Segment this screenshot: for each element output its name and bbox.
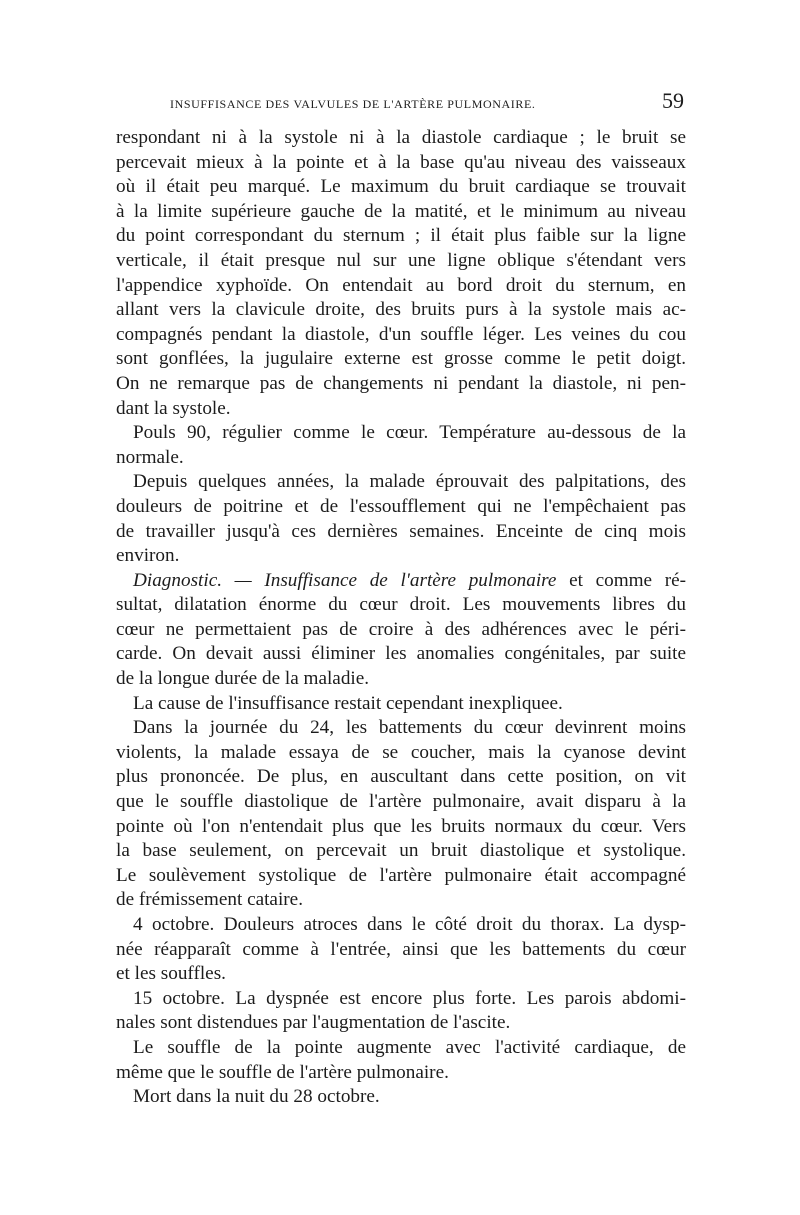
text-line: 15 octobre. La dyspnée est encore plus forte. Les parois abdomi- [133, 987, 686, 1009]
body-text [116, 126, 686, 1110]
text-line: née réapparaît comme à l'entrée, ainsi que les battements du cœur [116, 938, 686, 960]
text-line: de frémissement cataire. [116, 889, 303, 911]
text-line: Le soulèvement systolique de l'artère pulmonaire était accompagné [116, 864, 686, 886]
text-line: verticale, il était presque nul sur une ligne oblique s'étendant vers [116, 249, 686, 271]
text-line: On ne remarque pas de changements ni pendant la diastole, ni pen- [116, 372, 686, 394]
text-line: pointe où l'on n'entendait plus que les bruits normaux du cœur. Vers [116, 815, 686, 837]
text-line: percevait mieux à la pointe et à la base qu'au niveau des vaisseaux [116, 151, 686, 173]
text-line: la base seulement, on percevait un bruit diastolique et systolique. [116, 840, 686, 862]
text-line: Le souffle de la pointe augmente avec l'activité cardiaque, de [133, 1036, 686, 1058]
text-line: que le souffle diastolique de l'artère pulmonaire, avait disparu à la [116, 791, 686, 813]
text-line: de travailler jusqu'à ces dernières semaines. Enceinte de cinq mois [116, 520, 686, 542]
page-number: 59 [662, 88, 684, 113]
text-line: l'appendice xyphoïde. On entendait au bord droit du sternum, en [116, 274, 686, 296]
diagnostic-rest: et comme ré- [556, 569, 686, 591]
diagnostic-line [116, 569, 686, 594]
text-line: Mort dans la nuit du 28 octobre. [133, 1086, 380, 1108]
text-line: de la longue durée de la maladie. [116, 668, 370, 690]
text-line: environ. [116, 545, 180, 567]
text-line: 4 octobre. Douleurs atroces dans le côté droit du thorax. La dysp- [133, 914, 686, 935]
text-line: Depuis quelques années, la malade éprouvait des palpitations, des [133, 471, 686, 493]
running-head-title: insuffisance des valvules de l'artère pulmonaire. [170, 93, 536, 112]
text-line: Pouls 90, régulier comme le cœur. Température au-dessous de la [133, 422, 686, 444]
text-line: respondant ni à la systole ni à la diastole cardiaque ; le bruit se [116, 127, 686, 148]
running-head [116, 88, 686, 118]
text-line: à la limite supérieure gauche de la matité, et le minimum au niveau [116, 200, 686, 222]
text-line: compagnés pendant la diastole, d'un souffle léger. Les veines du cou [116, 323, 686, 345]
text-line: douleurs de poitrine et de l'essoufflement qui ne l'empêchaient pas [116, 495, 686, 517]
text-line: du point correspondant du sternum ; il était plus faible sur la ligne [116, 225, 686, 247]
diagnostic-title: Insuffisance de l'artère pulmonaire [264, 569, 557, 591]
diagnostic-label: Diagnostic. — [133, 569, 265, 591]
text-line: La cause de l'insuffisance restait cependant inexpliquee. [133, 692, 563, 714]
text-line: dant la systole. [116, 397, 231, 419]
text-line: nales sont distendues par l'augmentation de l'ascite. [116, 1012, 511, 1034]
text-line: violents, la malade essaya de se coucher, mais la cyanose devint [116, 741, 686, 763]
text-line: même que le souffle de l'artère pulmonaire. [116, 1061, 449, 1083]
text-line: normale. [116, 446, 184, 468]
text-line: sont gonflées, la jugulaire externe est grosse comme le petit doigt. [116, 348, 686, 370]
text-line: allant vers la clavicule droite, des bruits purs à la systole mais ac- [116, 299, 686, 321]
text-line: sultat, dilatation énorme du cœur droit. Les mouvements libres du [116, 594, 686, 616]
text-line: carde. On devait aussi éliminer les anomalies congénitales, par suite [116, 643, 686, 665]
text-line: où il était peu marqué. Le maximum du bruit cardiaque se trouvait [116, 176, 686, 198]
text-line: Dans la journée du 24, les battements du cœur devinrent moins [133, 717, 686, 739]
text-line: et les souffles. [116, 963, 226, 985]
text-line: plus prononcée. De plus, en auscultant dans cette position, on vit [116, 766, 686, 788]
text-line: cœur ne permettaient pas de croire à des adhérences avec le péri- [116, 618, 686, 640]
